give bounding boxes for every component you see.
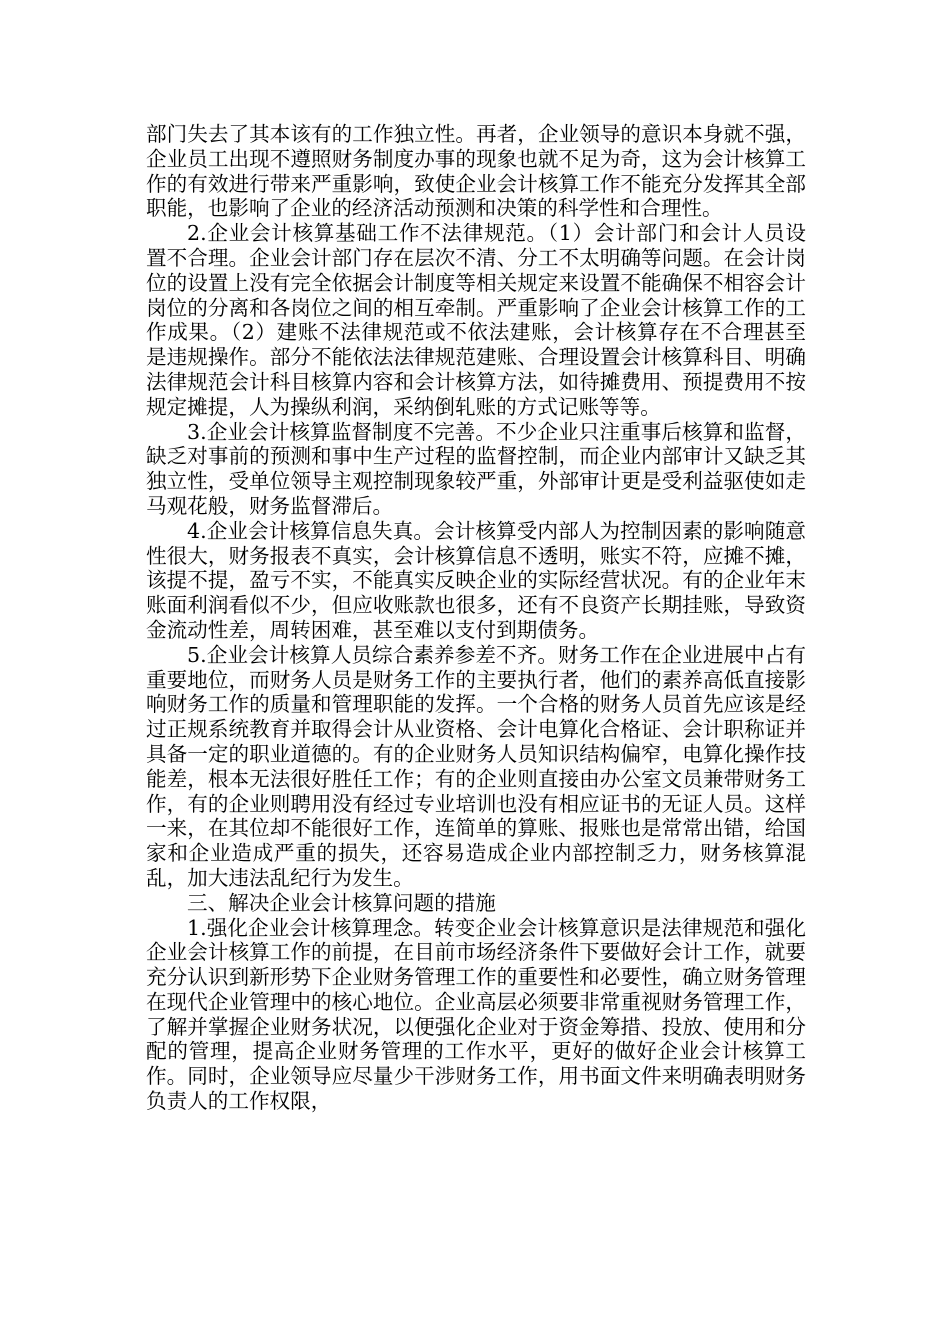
document-page xyxy=(146,122,806,1114)
paragraph-item-5: 5.企业会计核算人员综合素养参差不齐。财务工作在企业进展中占有重要地位，而财务人员是财务工作的主要执行者，他们的素养高低直接影响财务工作的质量和管理职能的发挥。一个合格的财务人员首先应该是经过正规系统教育并取得会计从业资格、会计电算化合格证、会计职称证并具备一定的职业道德的。有的企业财务人员知识结构偏窄，电算化操作技能差，根本无法很好胜任工作；有的企业则直接由办公室文员兼带财务工作，有的企业则聘用没有经过专业培训也没有相应证书的无证人员。这样一来，在其位却不能很好工作，连简单的算账、报账也是常常出错，给国家和企业造成严重的损失，还容易造成企业内部控制乏力，财务核算混乱，加大违法乱纪行为发生。 xyxy=(146,642,806,890)
paragraph-continuation: 部门失去了其本该有的工作独立性。再者，企业领导的意识本身就不强，企业员工出现不遵照财务制度办事的现象也就不足为奇，这为会计核算工作的有效进行带来严重影响，致使企业会计核算工作不能充分发挥其全部职能，也影响了企业的经济活动预测和决策的科学性和合理性。 xyxy=(146,122,806,221)
paragraph-item-3: 3.企业会计核算监督制度不完善。不少企业只注重事后核算和监督，缺乏对事前的预测和事中生产过程的监督控制，而企业内部审计又缺乏其独立性，受单位领导主观控制现象较严重，外部审计更是受利益驱使如走马观花般，财务监督滞后。 xyxy=(146,419,806,518)
section-heading: 三、解决企业会计核算问题的措施 xyxy=(187,890,496,915)
paragraph-item-2: 2.企业会计核算基础工作不法律规范。（1）会计部门和会计人员设置不合理。企业会计部门存在层次不清、分工不太明确等问题。在会计岗位的设置上没有完全依据会计制度等相关规定来设置不能确保不相容会计岗位的分离和各岗位之间的相互牵制。严重影响了企业会计核算工作的工作成果。（2）建账不法律规范或不依法建账，会计核算存在不合理甚至是违规操作。部分不能依法法律规范建账、合理设置会计核算科目、明确法律规范会计科目核算内容和会计核算方法，如待摊费用、预提费用不按规定摊提，人为操纵利润，采纳倒轧账的方式记账等等。 xyxy=(146,221,806,419)
paragraph-item-4: 4.企业会计核算信息失真。会计核算受内部人为控制因素的影响随意性很大，财务报表不真实，会计核算信息不透明，账实不符，应摊不摊，该提不提，盈亏不实，不能真实反映企业的实际经营状况。有的企业年末账面利润看似不少，但应收账款也很多，还有不良资产长期挂账，导致资金流动性差，周转困难，甚至难以支付到期债务。 xyxy=(146,518,806,642)
paragraph-measure-1: 1.强化企业会计核算理念。转变企业会计核算意识是法律规范和强化企业会计核算工作的前提，在目前市场经济条件下要做好会计工作，就要充分认识到新形势下企业财务管理工作的重要性和必要性，确立财务管理在现代企业管理中的核心地位。企业高层必须要非常重视财务管理工作，了解并掌握企业财务状况，以便强化企业对于资金筹措、投放、使用和分配的管理，提高企业财务管理的工作水平，更好的做好企业会计核算工作。同时，企业领导应尽量少干涉财务工作，用书面文件来明确表明财务负责人的工作权限， xyxy=(146,915,806,1114)
